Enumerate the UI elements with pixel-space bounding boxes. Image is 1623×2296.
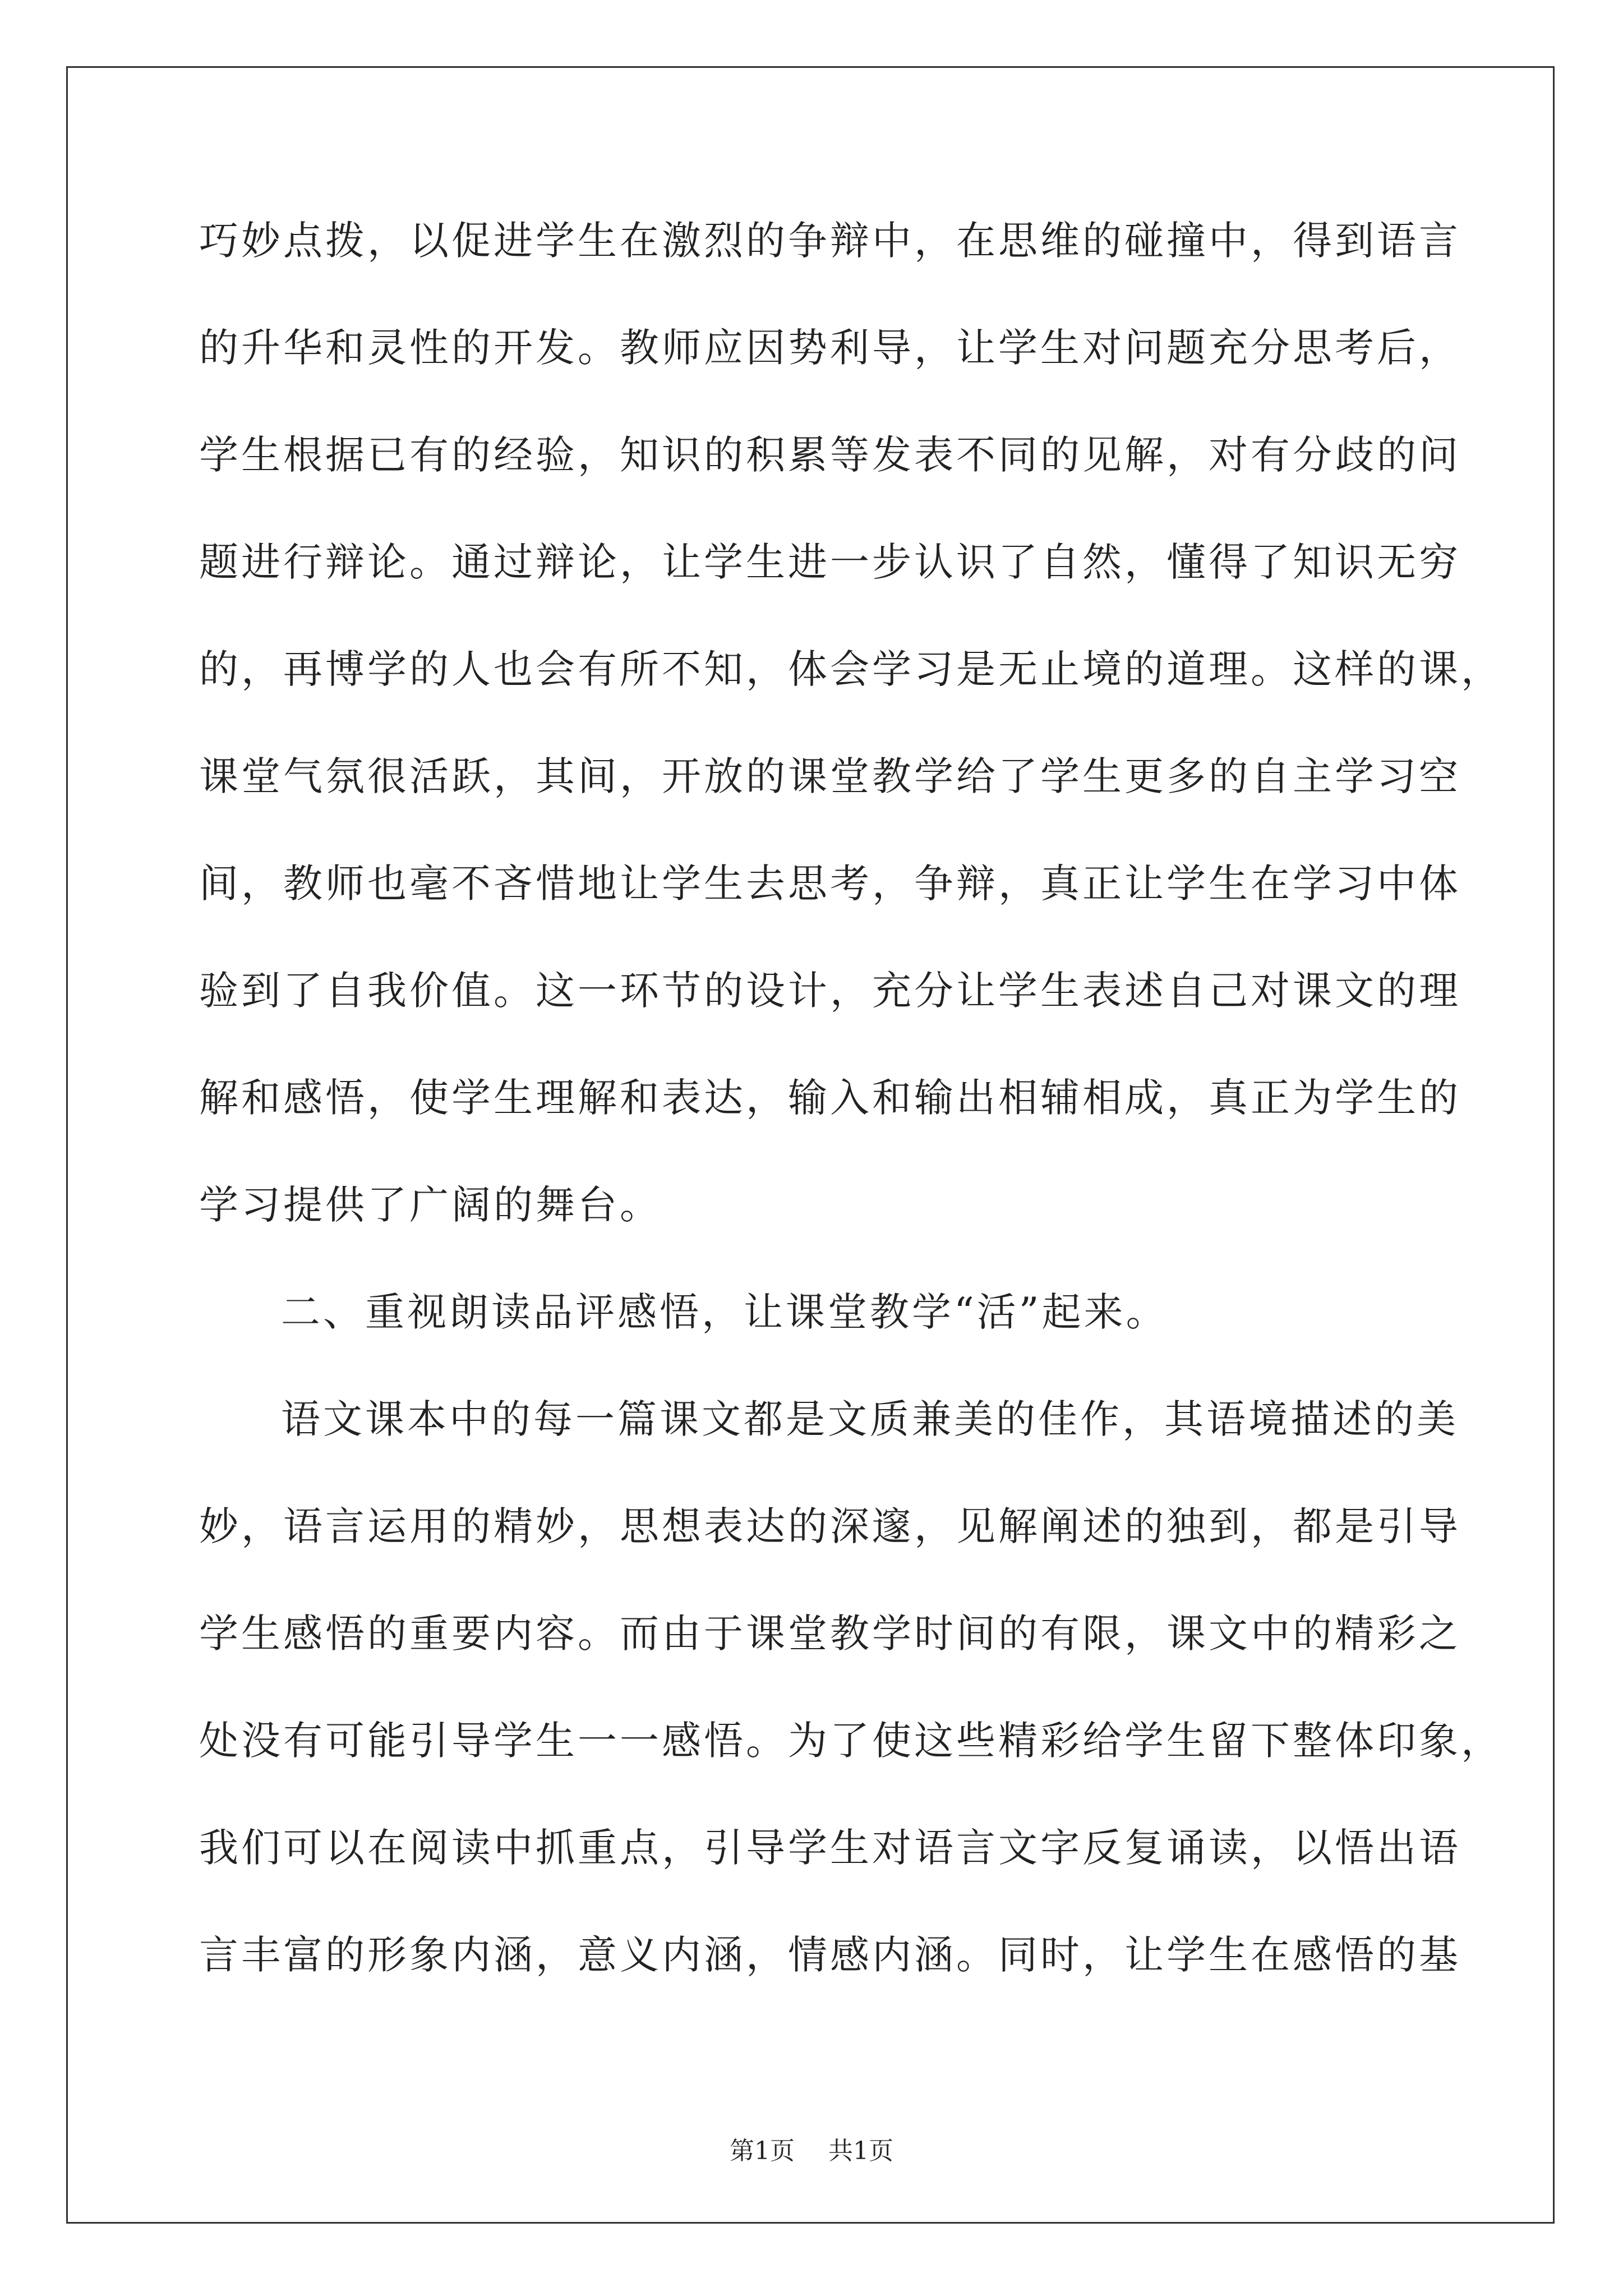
document-body (199, 213, 1503, 2034)
page-number-total: 共1页 (828, 2137, 893, 2165)
text-line: 言丰富的形象内涵，意义内涵，情感内涵。同时，让学生在感悟的基 (199, 1932, 1461, 1978)
text-line: 的升华和灵性的开发。教师应因势利导，让学生对问题充分思考后， (199, 325, 1461, 371)
text-line: 验到了自我价值。这一环节的设计，充分让学生表述自己对课文的理 (199, 968, 1461, 1014)
text-line: 巧妙点拨，以促进学生在激烈的争辩中，在思维的碰撞中，得到语言 (199, 218, 1461, 264)
text-line: 课堂气氛很活跃，其间，开放的课堂教学给了学生更多的自主学习空 (199, 753, 1461, 799)
text-line: 学生感悟的重要内容。而由于课堂教学时间的有限，课文中的精彩之 (199, 1611, 1461, 1657)
text-line: 处没有可能引导学生一一感悟。为了使这些精彩给学生留下整体印象， (199, 1718, 1503, 1764)
text-line: 题进行辩论。通过辩论，让学生进一步认识了自然，懂得了知识无穷 (199, 539, 1461, 585)
text-line: 间，教师也毫不吝惜地让学生去思考，争辩，真正让学生在学习中体 (199, 861, 1461, 907)
text-line: 学生根据已有的经验，知识的积累等发表不同的见解，对有分歧的问 (199, 432, 1461, 478)
text-line: 学习提供了广阔的舞台。 (199, 1182, 662, 1228)
page-footer (0, 2131, 1623, 2166)
text-line: 语文课本中的每一篇课文都是文质兼美的佳作，其语境描述的美 (281, 1396, 1459, 1442)
page-number-current: 第1页 (730, 2137, 795, 2165)
text-line: 妙，语言运用的精妙，思想表达的深邃，见解阐述的独到，都是引导 (199, 1503, 1461, 1549)
text-line: 的，再博学的人也会有所不知，体会学习是无止境的道理。这样的课， (199, 646, 1503, 692)
text-line: 解和感悟，使学生理解和表达，输入和输出相辅相成，真正为学生的 (199, 1075, 1461, 1121)
text-line: 我们可以在阅读中抓重点，引导学生对语言文字反复诵读，以悟出语 (199, 1825, 1461, 1871)
section-heading: 二、重视朗读品评感悟，让课堂教学“活”起来。 (281, 1289, 1168, 1335)
